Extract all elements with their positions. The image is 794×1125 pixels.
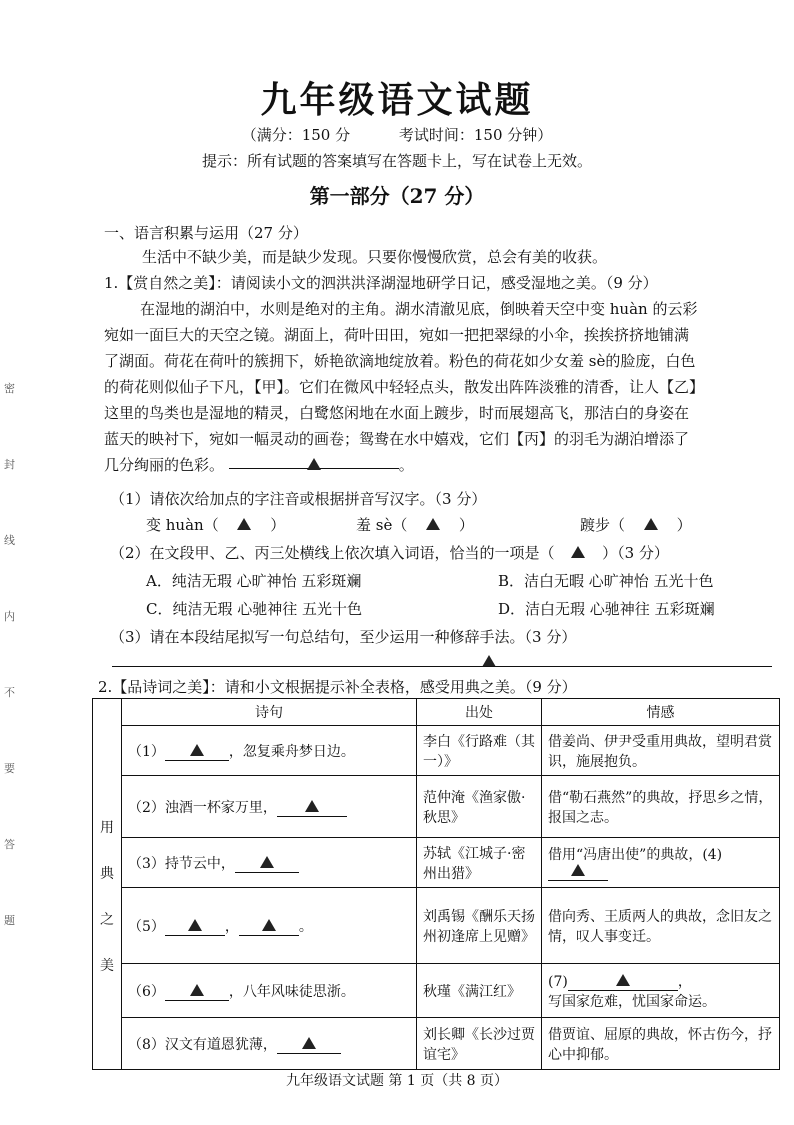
emotion-cell: 借“勒石燕然”的典故，抒思乡之情，报国之志。 (542, 776, 780, 838)
q1-1-item: 羞 sè（ ） (356, 516, 474, 534)
option-d[interactable]: D．洁白无瑕 心驰神往 五彩斑斓 (498, 600, 715, 618)
exam-notice: 提示：所有试题的答案填写在答题卡上，写在试卷上无效。 (201, 152, 592, 170)
margin-char: 密 (4, 382, 15, 395)
passage (104, 296, 788, 478)
column-header: 情感 (542, 699, 780, 726)
margin-char: 题 (4, 914, 15, 927)
margin-char: 要 (4, 762, 15, 775)
emotion-cell: 借用“冯唐出使”的典故，(4) (542, 838, 780, 888)
answer-marker-icon[interactable] (571, 546, 585, 558)
emotion-cell: 借向秀、王质两人的典故，念旧友之情，叹人事变迁。 (542, 888, 780, 964)
answer-blank[interactable] (277, 1037, 341, 1054)
source-cell: 李白《行路难（其一）》 (417, 726, 542, 776)
answer-marker-icon[interactable] (426, 518, 440, 530)
answer-marker-icon (190, 984, 204, 996)
page-footer: 九年级语文试题 第 1 页（共 8 页） (285, 1073, 509, 1089)
verse-cell: （3）持节云中， (122, 838, 417, 888)
margin-char: 封 (4, 458, 15, 471)
passage-line: 了湖面。荷花在荷叶的簇拥下，娇艳欲滴地绽放着。粉色的荷花如少女羞 sè的脸庞，白色 (104, 352, 696, 370)
verse-cell: （2）浊酒一杯家万里， (122, 776, 417, 838)
answer-marker-icon (571, 864, 585, 876)
answer-marker-icon (307, 458, 321, 470)
table-row (93, 838, 780, 888)
question-2-title: 2.【品诗词之美】：请和小文根据提示补全表格，感受用典之美。（9 分） (98, 678, 577, 696)
passage-line: 蓝天的映衬下，宛如一幅灵动的画卷；鸳鸯在水中嬉戏，它们【丙】的羽毛为湖泊增添了 (104, 430, 690, 448)
question-1-title: 1.【赏自然之美】：请阅读小文的泗洪洪泽湖湿地研学日记，感受湿地之美。（9 分） (104, 274, 658, 292)
source-cell: 苏轼《江城子·密州出猎》 (417, 838, 542, 888)
option-c[interactable]: C．纯洁无瑕 心驰神往 五光十色 (146, 600, 363, 618)
source-cell: 刘长卿《长沙过贾谊宅》 (417, 1018, 542, 1070)
answer-blank[interactable] (568, 974, 678, 991)
answer-blank[interactable] (165, 744, 229, 761)
answer-marker-icon[interactable] (644, 518, 658, 530)
column-header: 诗句 (122, 699, 417, 726)
section-intro: 生活中不缺少美，而是缺少发现。只要你慢慢欣赏，总会有美的收获。 (142, 248, 608, 266)
answer-marker-icon (262, 919, 276, 931)
passage-line: 宛如一面巨大的天空之镜。湖面上，荷叶田田，宛如一把把翠绿的小伞，挨挨挤挤地铺满 (104, 326, 690, 344)
allusion-table (92, 698, 780, 1070)
table-corner (93, 699, 122, 726)
source-cell: 范仲淹《渔家傲·秋思》 (417, 776, 542, 838)
question-1-3: （3）请在本段结尾拟写一句总结句，至少运用一种修辞手法。（3 分） (110, 628, 577, 646)
answer-marker-icon (260, 856, 274, 868)
question-1-2: （2）在文段甲、乙、丙三处横线上依次填入词语，恰当的一项是（ ）（3 分） (110, 544, 669, 562)
side-label: 用 典 之 美 (93, 726, 122, 1070)
emotion-cell: 借姜尚、伊尹受重用典故，望明君赏识，施展抱负。 (542, 726, 780, 776)
margin-char: 线 (4, 534, 15, 547)
binding-margin (4, 380, 20, 988)
verse-cell: （8）汉文有道恩犹薄， (122, 1018, 417, 1070)
table-row (93, 1018, 780, 1070)
exam-time: 考试时间：150 分钟） (398, 126, 553, 144)
verse-cell: （5） ， 。 (122, 888, 417, 964)
answer-marker-icon (302, 1037, 316, 1049)
table-row (93, 964, 780, 1018)
passage-line: 在湿地的湖泊中，水则是绝对的主角。湖水清澈见底，倒映着天空中变 huàn 的云彩 (140, 300, 698, 318)
table-row (93, 888, 780, 964)
full-score: （满分：150 分 (241, 126, 351, 144)
answer-blank[interactable] (277, 800, 347, 817)
table-row (93, 726, 780, 776)
answer-marker-icon (616, 974, 630, 986)
answer-marker-icon (188, 919, 202, 931)
emotion-cell: (7) ， 写国家危难，忧国家命运。 (542, 964, 780, 1018)
answer-blank[interactable] (165, 984, 229, 1001)
verse-cell: （6） ，八年风味徒思浙。 (122, 964, 417, 1018)
margin-char: 内 (4, 610, 15, 623)
q1-1-item: 踱步（ ） (580, 516, 692, 534)
margin-char: 答 (4, 838, 15, 851)
emotion-cell: 借贾谊、屈原的典故，怀古伤今，抒心中抑郁。 (542, 1018, 780, 1070)
exam-title: 九年级语文试题 (260, 79, 534, 121)
exam-meta (0, 124, 794, 145)
answer-marker-icon[interactable] (237, 518, 251, 530)
question-1-1: （1）请依次给加点的字注音或根据拼音写汉字。（3 分） (110, 490, 487, 508)
option-b[interactable]: B．洁白无暇 心旷神怡 五光十色 (498, 572, 714, 590)
answer-blank[interactable] (165, 919, 225, 936)
margin-char: 不 (4, 686, 15, 699)
part-heading: 第一部分（27 分） (309, 184, 485, 208)
source-cell: 刘禹锡《酬乐天扬州初逢席上见赠》 (417, 888, 542, 964)
answer-marker-icon (190, 744, 204, 756)
option-a[interactable]: A．纯洁无瑕 心旷神怡 五彩斑斓 (146, 572, 362, 590)
verse-cell: （1） ，忽复乘舟梦日边。 (122, 726, 417, 776)
table-row (93, 776, 780, 838)
answer-blank[interactable] (229, 452, 399, 469)
passage-line: 的荷花则似仙子下凡，【甲】。它们在微风中轻轻点头，散发出阵阵淡雅的清香，让人【乙】 (104, 378, 705, 396)
column-header: 出处 (417, 699, 542, 726)
answer-marker-icon (482, 652, 496, 671)
passage-line: 几分绚丽的色彩。 。 (104, 452, 788, 478)
table-header-row (93, 699, 780, 726)
q1-1-item: 变 huàn（ ） (146, 516, 286, 534)
answer-blank[interactable] (239, 919, 299, 936)
section-heading: 一、语言积累与运用（27 分） (104, 224, 308, 242)
answer-line[interactable] (112, 666, 772, 667)
answer-blank[interactable] (235, 856, 299, 873)
source-cell: 秋瑾《满江红》 (417, 964, 542, 1018)
answer-marker-icon (305, 800, 319, 812)
answer-blank[interactable] (548, 864, 608, 881)
passage-line: 这里的鸟类也是湿地的精灵，白鹭悠闲地在水面上踱步，时而展翅高飞，那洁白的身姿在 (104, 404, 690, 422)
